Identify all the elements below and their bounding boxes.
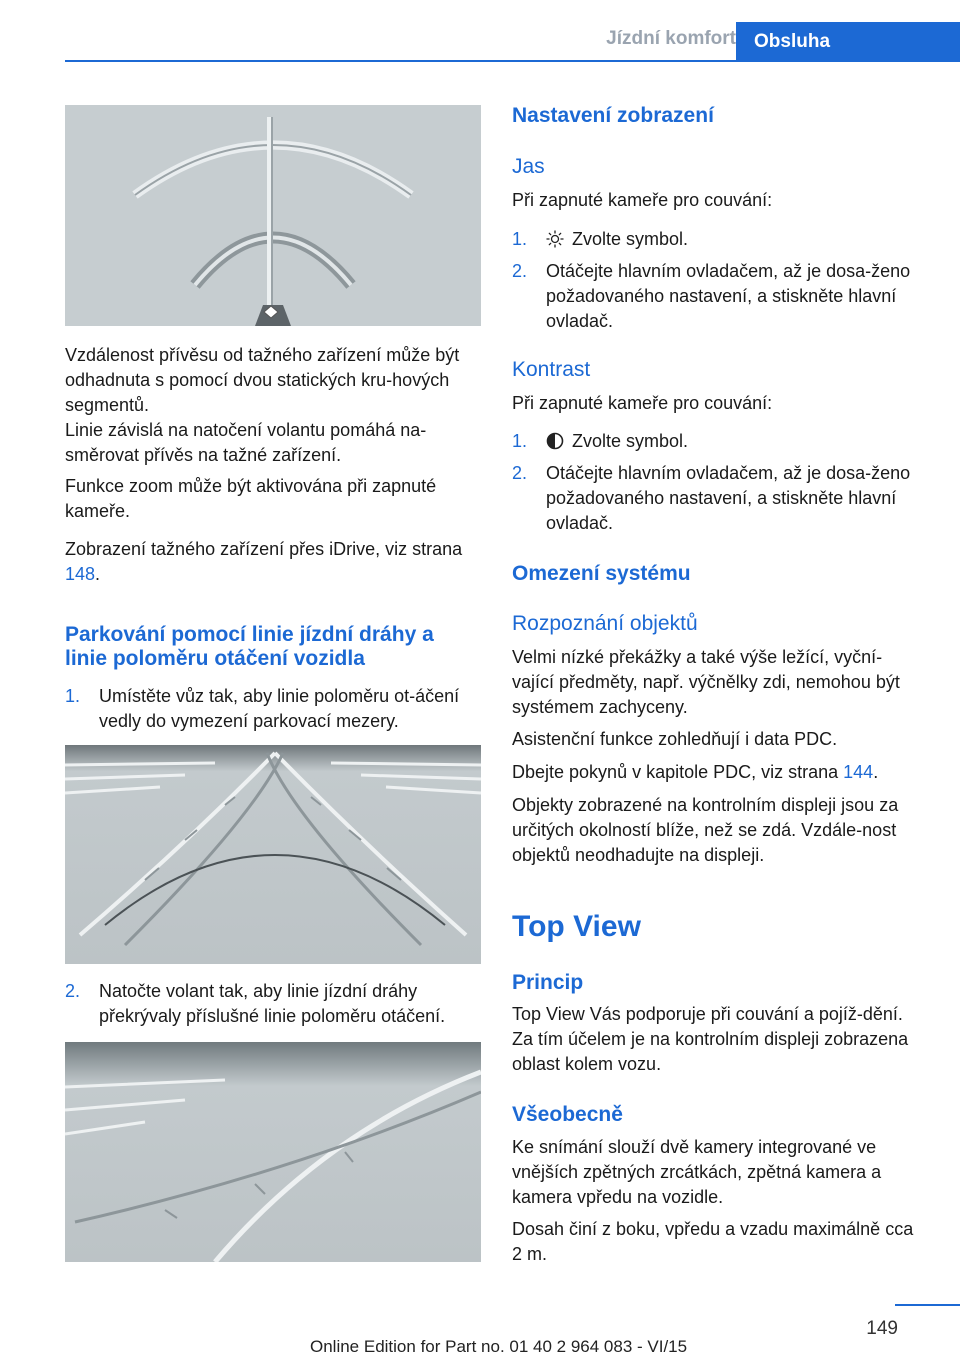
section-heading: Nastavení zobrazení xyxy=(512,104,714,127)
paragraph: Vzdálenost přívěsu od tažného zařízení může být odhadnuta s pomocí dvou statických kru‐hových segmentů. xyxy=(65,345,460,415)
subsection-heading: Rozpoznání objektů xyxy=(512,612,698,635)
page-link[interactable]: 148 xyxy=(65,564,96,584)
header-rule xyxy=(65,60,960,62)
section-heading: Parkování pomocí linie jízdní dráhy a linie poloměru otáčení vozidla xyxy=(65,623,434,670)
paragraph: Velmi nízké překážky a také výše ležící, vyční‐vající předměty, např. výčnělky zdi, nemohou být systémem zachyceny. xyxy=(512,647,900,717)
paragraph: Top View Vás podporuje při couvání a pojíž‐dění. Za tím účelem je na kontrolním displeji zobrazena oblast kolem vozu. xyxy=(512,1004,909,1074)
paragraph: Funkce zoom může být aktivována při zapnuté kameře. xyxy=(65,476,437,521)
chapter-heading: Top View xyxy=(512,910,641,943)
list-item: 2. Natočte volant tak, aby linie jízdní dráhy překrývaly příslušné linie poloměru otáčení. xyxy=(65,981,446,1026)
header-chapter-tab: Obsluha xyxy=(736,22,960,62)
page-number: 149 xyxy=(866,1318,898,1339)
page-link[interactable]: 144 xyxy=(843,762,874,782)
paragraph: Objekty zobrazené na kontrolním displeji jsou za určitých okolností blíže, než se zdá. Vzdále‐nost objektů neodhadujte na displeji. xyxy=(512,795,899,865)
sun-icon xyxy=(546,230,564,248)
contrast-icon xyxy=(546,432,564,450)
section-heading: Všeobecně xyxy=(512,1103,623,1126)
paragraph: Linie závislá na natočení volantu pomáhá na‐směrovat přívěs na tažné zařízení. xyxy=(65,420,427,465)
section-heading: Princip xyxy=(512,971,584,994)
subsection-heading: Kontrast xyxy=(512,358,591,381)
paragraph: Při zapnuté kameře pro couvání: xyxy=(512,190,773,210)
list-item: 1. Zvolte symbol. xyxy=(512,229,689,249)
footer-rule xyxy=(895,1304,960,1306)
parking-lines-figure xyxy=(65,745,481,964)
list-item: 2. Otáčejte hlavním ovladačem, až je dosa‐ženo požadovaného nastavení, a stiskněte hlavní ovladač. xyxy=(512,463,911,533)
paragraph: Ke snímání slouží dvě kamery integrované ve vnějších zpětných zrcátkách, zpětná kamera a kamera vpředu na vozidle. xyxy=(512,1137,882,1207)
paragraph: Při zapnuté kameře pro couvání: xyxy=(512,393,773,413)
subsection-heading: Jas xyxy=(512,155,545,178)
paragraph: Zobrazení tažného zařízení přes iDrive, viz strana 148. xyxy=(65,539,463,584)
header-section-tab: Jízdní komfort xyxy=(606,28,736,49)
paragraph: Dosah činí z boku, vpředu a vzadu maximálně cca 2 m. xyxy=(512,1219,914,1264)
paragraph: Dbejte pokynů v kapitole PDC, viz strana 144. xyxy=(512,762,879,782)
section-heading: Omezení systému xyxy=(512,562,691,585)
list-item: 1. Umístěte vůz tak, aby linie poloměru ot‐áčení vedly do vymezení parkovací mezery. xyxy=(65,686,460,731)
paragraph: Asistenční funkce zohledňují i data PDC. xyxy=(512,729,838,749)
list-item: 1. Zvolte symbol. xyxy=(512,431,689,451)
hitch-view-figure xyxy=(65,105,481,326)
edition-note: Online Edition for Part no. 01 40 2 964 083 - VI/15 xyxy=(310,1337,688,1356)
list-item: 2. Otáčejte hlavním ovladačem, až je dosa‐ženo požadovaného nastavení, a stiskněte hlavní ovladač. xyxy=(512,261,911,331)
overlapping-lines-figure xyxy=(65,1042,481,1262)
